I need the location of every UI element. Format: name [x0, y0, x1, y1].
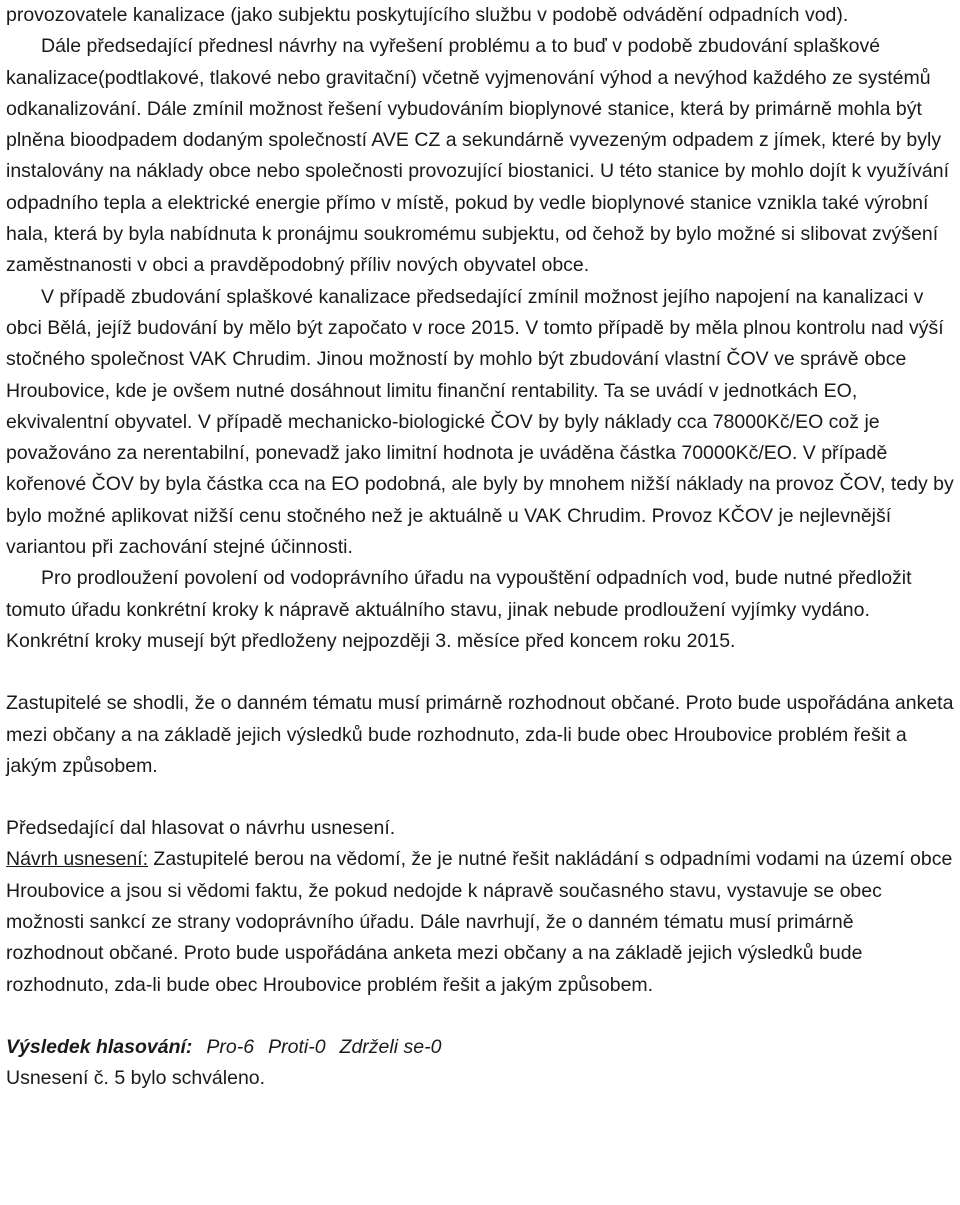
- document-page: [6, 0, 956, 1095]
- resolution-text: Zastupitelé berou na vědomí, že je nutné řešit nakládání s odpadními vodami na území obce Hroubovice a jsou si vědomi faktu, že pokud nedojde k nápravě současného stavu, vystavuje se obec možnosti sankcí ze strany vodoprávního úřadu. Dále navrhují, že o danném tématu musí primárně rozhodnout občané. Proto bude uspořádána anketa mezi občany a na základě jejich výsledků bude rozhodnuto, zda-li bude obec Hroubovice problém řešit a jakým způsobem.: [6, 848, 953, 996]
- resolution-result: Usnesení č. 5 bylo schváleno.: [6, 1067, 266, 1090]
- paragraph-sewer-options: V případě zbudování splaškové kanalizace předsedající zmínil možnost jejího napojení na kanalizaci v obci Bělá, jejíž budování by mělo být započato v roce 2015. V tomto případě by měla plnou kontrolu nad výší stočného společnost VAK Chrudim. Jinou možností by mohlo být zbudování vlastní ČOV ve správě obce Hroubovice, kde je ovšem nutné dosáhnout limitu finanční rentability. Ta se uvádí v jednotkách EO, ekvivalentní obyvatel. V případě mechanicko-biologické ČOV by byly náklady cca 78000Kč/EO což je považováno za nerentabilní, ponevadž jako limitní hodnota je uváděna částka 70000Kč/EO. V případě kořenové ČOV by byla částka cca na EO podobná, ale byly by mnohem nižší náklady na provoz ČOV, tedy by bylo možné aplikovat nižší cenu stočného než je aktuálně u VAK Chrudim. Provoz KČOV je nejlevnější variantou při zachování stejné účinnosti.: [6, 285, 954, 559]
- paragraph-council-agreement: Zastupitelé se shodli, že o danném tématu musí primárně rozhodnout občané. Proto bude uspořádána anketa mezi občany a na základě jejich výsledků bude rozhodnuto, zda-li bude obec Hroubovice problém řešit a jakým způsobem.: [6, 692, 954, 777]
- spacer: [6, 782, 956, 813]
- vote-against: Proti-0: [268, 1035, 326, 1058]
- vote-abstain: Zdrželi se-0: [339, 1035, 442, 1058]
- spacer: [6, 1001, 956, 1032]
- paragraph-intro-continuation: provozovatele kanalizace (jako subjektu poskytujícího službu v podobě odvádění odpadních vod).: [6, 4, 849, 26]
- vote-for: Pro-6: [206, 1035, 255, 1058]
- paragraph-proposals: Dále předsedající přednesl návrhy na vyřešení problému a to buď v podobě zbudování splaškové kanalizace(podtlakové, tlakové nebo gravitační) včetně vyjmenování výhod a nevýhod každého ze systémů odkanalizování. Dále zmínil možnost řešení vybudováním bioplynové stanice, která by primárně mohla být plněna bioodpadem dodaným společností AVE CZ a sekundárně vyvezeným odpadem z jímek, které by byly instalovány na náklady obce nebo společnosti provozující biostanici. U této stanice by mohlo dojít k využívání odpadního tepla a elektrické energie přímo v místě, pokud by vedle bioplynové stanice vznikla také výrobní hala, která by byla nabídnuta k pronájmu soukromému subjektu, od čehož by bylo možné si slibovat zvýšení zaměstnanosti v obci a pravděpodobný příliv nových obyvatel obce.: [6, 35, 950, 277]
- vote-result-line: [6, 1032, 956, 1063]
- spacer: [6, 657, 956, 688]
- paragraph-vote-call: Předsedající dal hlasovat o návrhu usnesení.: [6, 817, 396, 840]
- vote-result-label: Výsledek hlasování:: [6, 1035, 193, 1058]
- paragraph-resolution-proposal: [6, 844, 956, 1000]
- resolution-label: Návrh usnesení:: [6, 848, 148, 871]
- paragraph-permit-extension: Pro prodloužení povolení od vodoprávního úřadu na vypouštění odpadních vod, bude nutné předložit tomuto úřadu konkrétní kroky k nápravě aktuálního stavu, jinak nebude prodloužení vyjímky vydáno. Konkrétní kroky musejí být předloženy nejpozději 3. měsíce před koncem roku 2015.: [6, 567, 912, 652]
